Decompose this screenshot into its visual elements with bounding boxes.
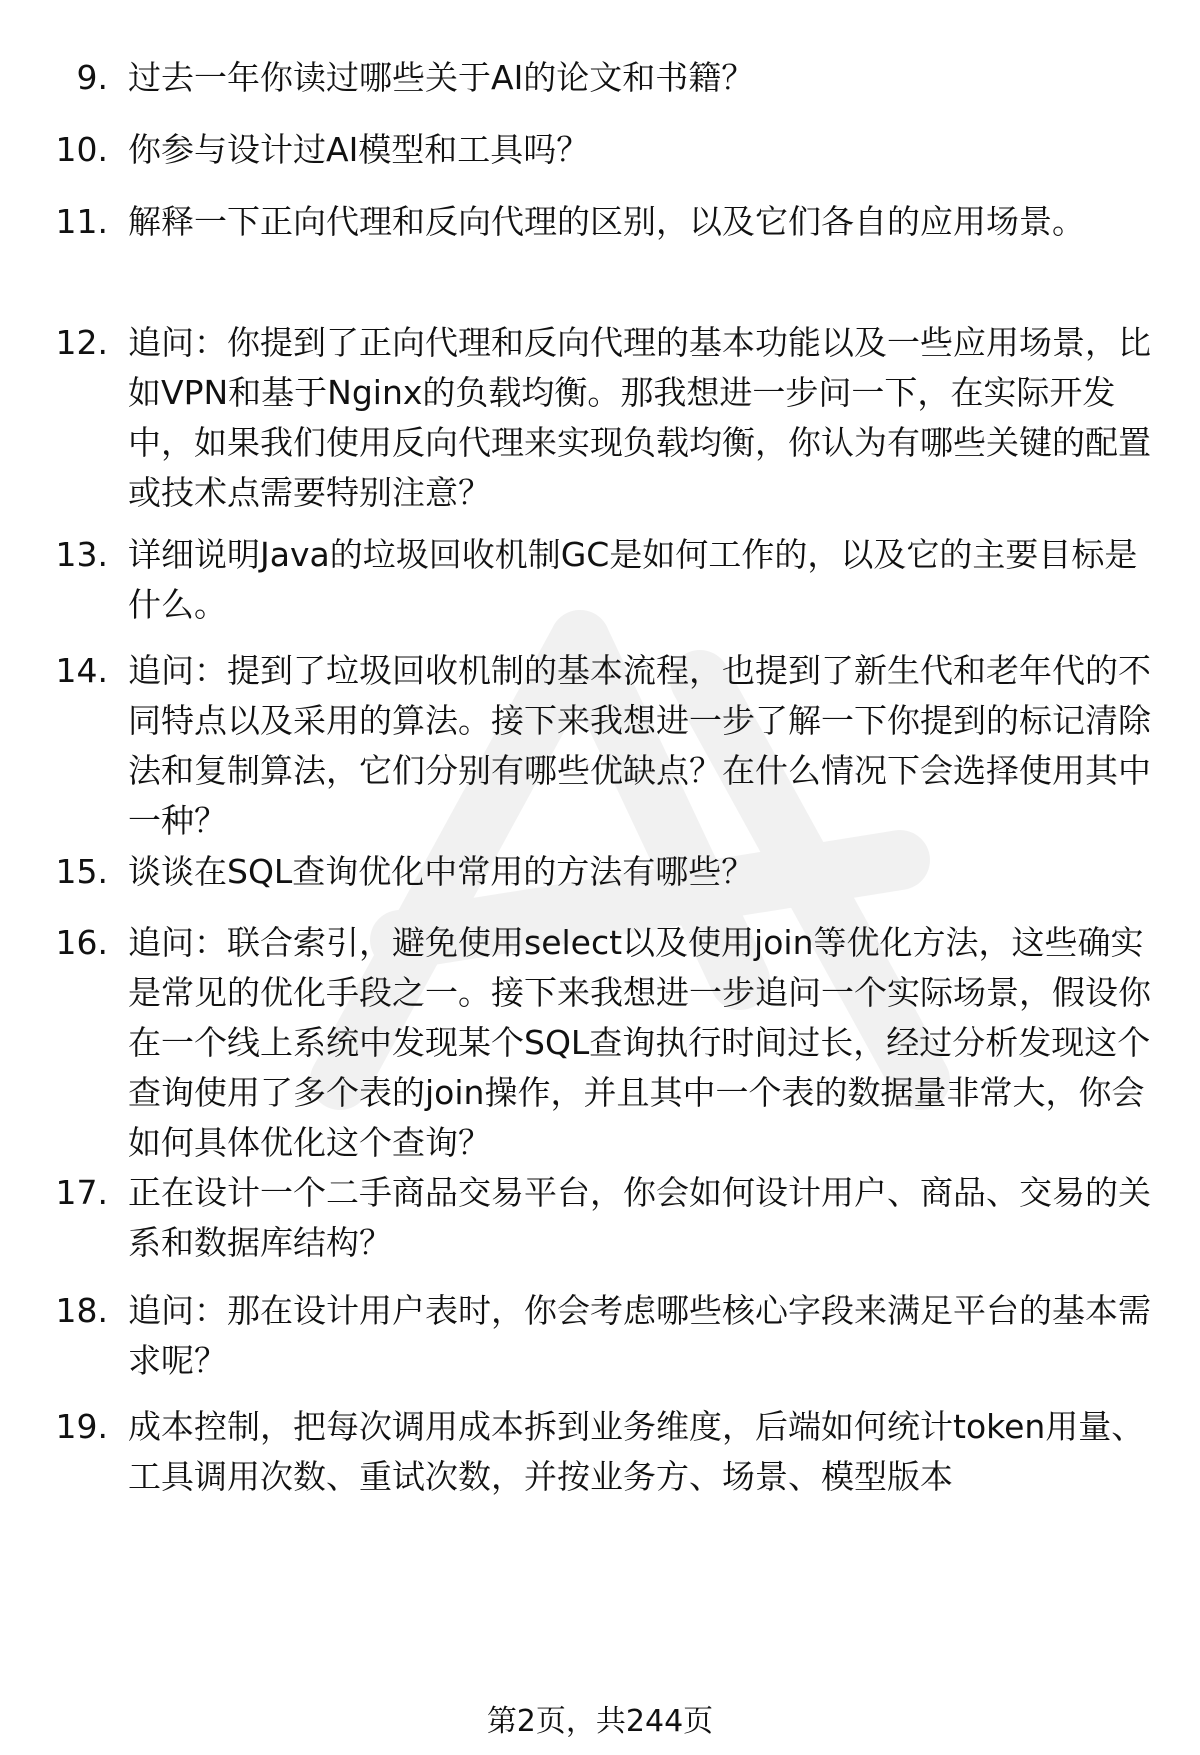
list-item-text: 你参与设计过AI模型和工具吗？ (128, 130, 590, 169)
list-item-text: 过去一年你读过哪些关于AI的论文和书籍？ (128, 58, 755, 97)
list-item-number: 19. (55, 1407, 108, 1446)
list-item-number: 16. (55, 923, 108, 962)
list-item-number: 10. (55, 130, 108, 169)
list-item-text: 解释一下正向代理和反向代理的区别，以及它们各自的应用场景。 (128, 202, 1085, 241)
list-item-number: 13. (55, 535, 108, 574)
list-item-number: 14. (55, 651, 108, 690)
list-item-number: 11. (55, 202, 108, 241)
list-item-text: 成本控制，把每次调用成本拆到业务维度，后端如何统计token用量、工具调用次数、重试次数，并按业务方、场景、模型版本 (128, 1407, 1145, 1496)
list-item-text: 追问：那在设计用户表时，你会考虑哪些核心字段来满足平台的基本需求呢？ (128, 1291, 1151, 1380)
list-item-text: 正在设计一个二手商品交易平台，你会如何设计用户、商品、交易的关系和数据库结构？ (128, 1173, 1151, 1262)
list-item-number: 12. (55, 323, 108, 362)
list-item-text: 追问：提到了垃圾回收机制的基本流程，也提到了新生代和老年代的不同特点以及采用的算法。接下来我想进一步了解一下你提到的标记清除法和复制算法，它们分别有哪些优缺点？在什么情况下会选择使用其中一种？ (128, 651, 1151, 840)
list-item-number: 18. (55, 1291, 108, 1330)
list-item-number: 15. (55, 852, 108, 891)
list-item-text: 追问：联合索引，避免使用select以及使用join等优化方法，这些确实是常见的优化手段之一。接下来我想进一步追问一个实际场景，假设你在一个线上系统中发现某个SQL查询执行时间过长，经过分析发现这个查询使用了多个表的join操作，并且其中一个表的数据量非常大，你会如何具体优化这个查询？ (128, 923, 1151, 1162)
list-item-number: 9. (76, 58, 108, 97)
list-item-number: 17. (55, 1173, 108, 1212)
list-item-text: 追问：你提到了正向代理和反向代理的基本功能以及一些应用场景，比如VPN和基于Nginx的负载均衡。那我想进一步问一下，在实际开发中，如果我们使用反向代理来实现负载均衡，你认为有哪些关键的配置或技术点需要特别注意？ (128, 323, 1151, 512)
list-item-text: 详细说明Java的垃圾回收机制GC是如何工作的，以及它的主要目标是什么。 (128, 535, 1138, 624)
page-footer: 第2页，共244页 (486, 1704, 714, 1739)
list-item-text: 谈谈在SQL查询优化中常用的方法有哪些？ (128, 852, 755, 891)
